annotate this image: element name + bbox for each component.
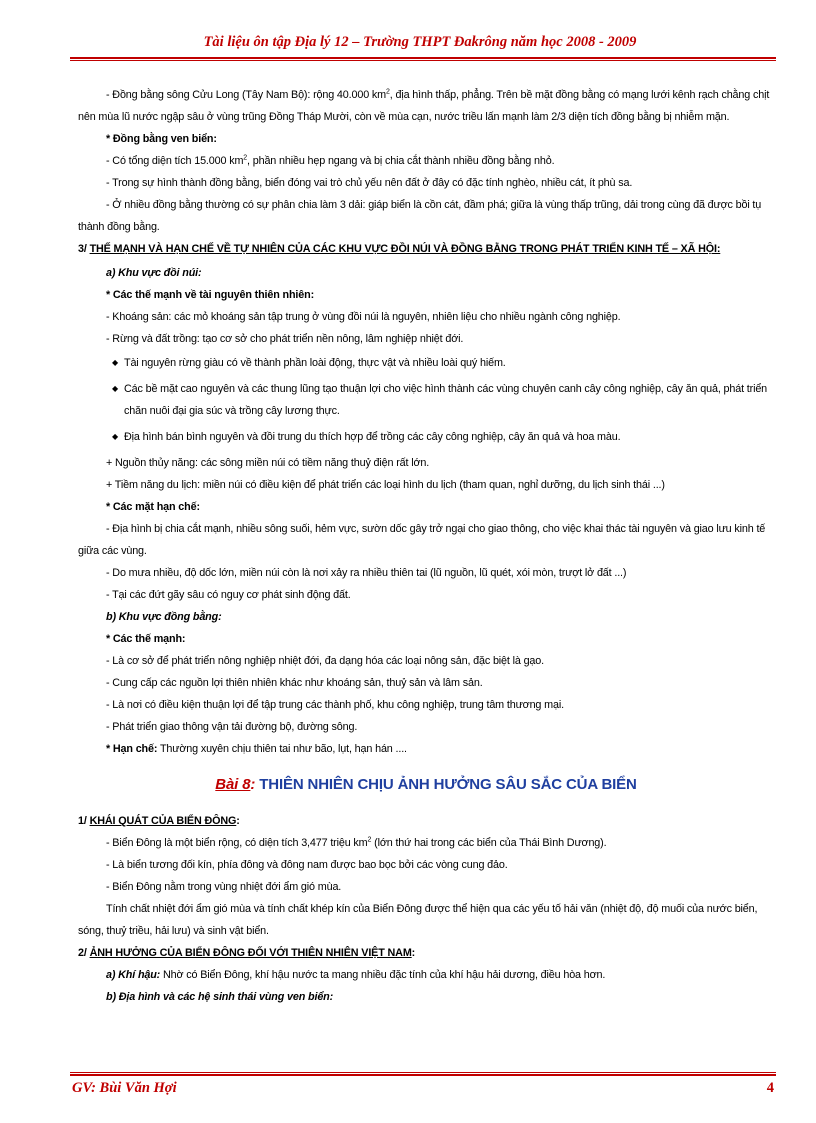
plains-strengths-title: * Các thế mạnh: — [106, 633, 186, 645]
page-header: Tài liệu ôn tập Địa lý 12 – Trường THPT Đakrông năm học 2008 - 2009 — [203, 34, 637, 50]
document-body — [78, 84, 774, 1008]
section-2-heading: 2/ ẢNH HƯỞNG CỦA BIỂN ĐÔNG ĐỐI VỚI THIÊN NHIÊN VIỆT NAM: — [78, 947, 416, 959]
coastal-line-3: - Ở nhiều đồng bằng thường có sự phân chia làm 3 dải: giáp biển là cồn cát, đầm phá; giữa là vùng thấp trũng, dải trong cùng đã được bồi tụ thành đồng bằng. — [78, 199, 762, 233]
terrain-title: b) Địa hình và các hệ sinh thái vùng ven biển: — [106, 991, 334, 1003]
page-number: 4 — [766, 1080, 774, 1096]
diamond-bullet-icon: ◆ — [112, 384, 119, 393]
plains-area-title: b) Khu vực đồng bằng: — [106, 611, 222, 623]
coastal-plains-heading: * Đồng bằng ven biển: — [106, 133, 217, 145]
diamond-bullet-icon: ◆ — [112, 432, 119, 441]
footer-author: GV: Bùi Văn Hợi — [72, 1080, 177, 1096]
sea-line-2: - Là biển tương đối kín, phía đông và đông nam được bao bọc bởi các vòng cung đảo. — [106, 859, 508, 871]
bullet-item-2: ◆ Các bề mặt cao nguyên và các thung lũng tạo thuận lợi cho việc hình thành các vùng chuyên canh cây công nghiệp, cây ăn quả, phát triển chăn nuôi đại gia súc và trồng cây lương thực. — [78, 378, 774, 422]
plains-limits: * Hạn chế: Thường xuyên chịu thiên tai như bão, lụt, hạn hán .... — [106, 743, 407, 755]
sea-line-4: Tính chất nhiệt đới ẩm gió mùa và tính chất khép kín của Biển Đông được thể hiện qua các yếu tố hải văn (nhiệt độ, độ muối của nước biển, sóng, thuỷ triều, hải lưu) và sinh vật biển. — [78, 903, 758, 937]
section-1-heading: 1/ KHÁI QUÁT CỦA BIỂN ĐÔNG: — [78, 815, 240, 827]
sea-line-3: - Biển Đông nằm trong vùng nhiệt đới ẩm gió mùa. — [106, 881, 342, 893]
plains-line-2: - Cung cấp các nguồn lợi thiên nhiên khác như khoáng sản, thuỷ sản và lâm sản. — [106, 677, 483, 689]
coastal-line-2: - Trong sự hình thành đồng bằng, biển đóng vai trò chủ yếu nên đất ở đây có đặc tính nghèo, nhiều cát, ít phù sa. — [106, 177, 633, 189]
mountain-line-7: - Tại các đứt gãy sâu có nguy cơ phát sinh động đất. — [106, 589, 351, 601]
mountain-line-1: - Khoáng sản: các mỏ khoáng sản tập trung ở vùng đồi núi là nguyên, nhiên liệu cho nhiều ngành công nghiệp. — [106, 311, 621, 323]
bullet-item-3: ◆ Địa hình bán bình nguyên và đồi trung du thích hợp để trồng các cây công nghiệp, cây ăn quả và hoa màu. — [78, 426, 774, 448]
mountain-strengths-title: * Các thế mạnh về tài nguyên thiên nhiên: — [106, 289, 315, 301]
plains-line-4: - Phát triển giao thông vận tải đường bộ, đường sông. — [106, 721, 358, 733]
sea-line-1: - Biển Đông là một biển rộng, có diện tích 3,477 triệu $km^2$ (lớn thứ hai trong các biển của Thái Bình Dương). — [106, 836, 607, 849]
mountain-line-5: - Địa hình bị chia cắt mạnh, nhiều sông suối, hẻm vực, sườn dốc gây trở ngại cho giao thông, cho việc khai thác tài nguyên và giao lưu kinh tế giữa các vùng. — [78, 523, 766, 557]
mountain-line-4: + Tiềm năng du lịch: miền núi có điều kiện để phát triển các loại hình du lịch (tham quan, nghỉ dưỡng, du lịch sinh thái ...) — [106, 479, 665, 491]
coastal-line-1: - Có tổng diện tích 15.000 $km^2$, phần nhiều hẹp ngang và bị chia cắt thành nhiều đồng bằng nhỏ. — [106, 154, 555, 167]
mountain-area-title: a) Khu vực đồi núi: — [106, 267, 202, 279]
mountain-limits-title: * Các mặt hạn chế: — [106, 501, 200, 513]
diamond-bullet-icon: ◆ — [112, 358, 119, 367]
mountain-line-6: - Do mưa nhiều, độ dốc lớn, miền núi còn là nơi xảy ra nhiều thiên tai (lũ nguồn, lũ quét, xói mòn, trượt lở đất ...) — [106, 567, 627, 579]
lesson-title: Bài 8: THIÊN NHIÊN CHỊU ẢNH HƯỞNG SÂU SẮC CỦA BIỂN — [215, 776, 637, 793]
paragraph-mekong-delta: - Đồng bằng sông Cửu Long (Tây Nam Bộ): rộng 40.000 $km^2$, địa hình thấp, phẳng. Trên bề mặt đồng bằng có mạng lưới kênh rạch chằng chịt nên mùa lũ nước ngập sâu ở vùng trũng Đồng Tháp Mười, còn về mùa cạn, nước triều lấn mạnh làm 2/3 diện tích đồng bằng bị nhiễm mặn. — [78, 88, 770, 123]
plains-line-3: - Là nơi có điều kiện thuận lợi để tập trung các thành phố, khu công nghiệp, trung tâm thương mại. — [106, 699, 564, 711]
climate-line: a) Khí hậu: Nhờ có Biển Đông, khí hậu nước ta mang nhiều đặc tính của khí hậu hải dương, điều hòa hơn. — [106, 969, 606, 981]
footer-rule — [70, 1072, 776, 1076]
mountain-line-2: - Rừng và đất trồng: tạo cơ sở cho phát triển nền nông, lâm nghiệp nhiệt đới. — [106, 333, 464, 345]
plains-line-1: - Là cơ sở để phát triển nông nghiệp nhiệt đới, đa dạng hóa các loại nông sản, đặc biệt là gạo. — [106, 655, 544, 667]
header-rule — [70, 57, 776, 61]
mountain-line-3: + Nguồn thủy năng: các sông miền núi có tiềm năng thuỷ điện rất lớn. — [106, 457, 430, 469]
bullet-item-1: ◆ Tài nguyên rừng giàu có về thành phần loài động, thực vật và nhiều loài quý hiếm. — [78, 352, 774, 374]
section-3-heading: 3/ THẾ MẠNH VÀ HẠN CHẾ VỀ TỰ NHIÊN CỦA CÁC KHU VỰC ĐỒI NÚI VÀ ĐỒNG BẰNG TRONG PHÁT TRIỂN KINH TẾ – XÃ HỘI: — [78, 243, 721, 255]
